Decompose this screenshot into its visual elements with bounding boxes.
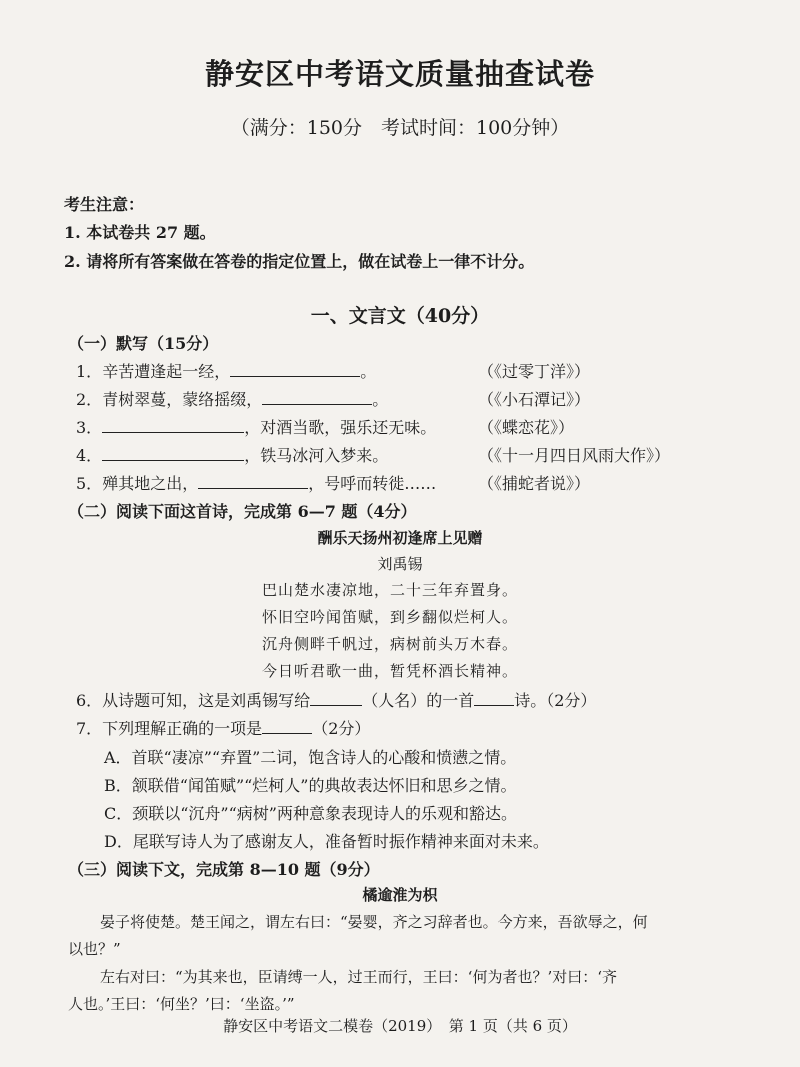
part2-heading: （二）阅读下面这首诗，完成第 6—7 题（4分） [68, 502, 417, 521]
page-footer: 静安区中考语文二模卷（2019） 第 1 页（共 6 页） [223, 1017, 577, 1035]
item-text-after: ，铁马冰河入梦来。 [244, 446, 389, 465]
recitation-item-3 [76, 415, 436, 438]
item-number: 3． [76, 418, 103, 437]
question-text: （2分） [312, 719, 371, 738]
notice-item-1: 1. 本试卷共 27 题。 [64, 223, 216, 242]
poem-line: 沉舟侧畔千帆过，病树前头万木春。 [262, 635, 519, 653]
answer-blank[interactable] [310, 690, 362, 706]
part3-heading: （三）阅读下文，完成第 8—10 题（9分） [68, 860, 380, 879]
question-text: （人名）的一首 [362, 691, 475, 710]
item-number: 4． [76, 446, 103, 465]
passage-title: 橘逾淮为枳 [362, 886, 438, 904]
answer-blank[interactable] [230, 361, 360, 377]
answer-blank[interactable] [102, 417, 244, 433]
answer-blank[interactable] [262, 718, 312, 734]
item-source-2: （《小石潭记》） [478, 390, 591, 409]
question-6 [76, 688, 596, 711]
passage-paragraph-2-line-1: 左右对曰：“为其来也，臣请缚一人，过王而行，王曰：‘何为者也？’对曰：‘齐 [100, 968, 617, 986]
section-heading: 一、文言文（40分） [310, 305, 490, 327]
poem-line: 巴山楚水凄凉地，二十三年弃置身。 [262, 581, 519, 599]
notice-item-2: 2. 请将所有答案做在答卷的指定位置上，做在试卷上一律不计分。 [64, 252, 535, 271]
answer-blank[interactable] [474, 690, 514, 706]
item-source-1: （《过零丁洋》） [478, 362, 591, 381]
passage-paragraph-1-line-2: 以也？” [68, 940, 121, 958]
item-source-4: （《十一月四日风雨大作》） [478, 446, 671, 465]
item-text-after: 。 [360, 362, 377, 381]
item-number: 1． [76, 362, 103, 381]
item-text-before: 青树翠蔓，蒙络摇缀， [102, 390, 263, 409]
poem-line: 今日听君歌一曲，暂凭杯酒长精神。 [262, 662, 519, 680]
question-7 [76, 716, 370, 739]
poem-author: 刘禹锡 [377, 555, 423, 573]
exam-title: 静安区中考语文质量抽查试卷 [204, 57, 595, 91]
recitation-item-5 [76, 471, 436, 494]
item-text-before: 殚其地之出， [102, 474, 199, 493]
item-source-5: （《捕蛇者说》） [478, 474, 591, 493]
item-text-before: 辛苦遭逢起一经， [102, 362, 231, 381]
item-number: 2． [76, 390, 103, 409]
item-text-after: 。 [372, 390, 389, 409]
notice-heading: 考生注意： [64, 195, 145, 214]
answer-blank[interactable] [198, 473, 308, 489]
item-text-after: ，号呼而转徙…… [308, 474, 437, 493]
exam-subtitle: （满分：150分 考试时间：100分钟） [230, 117, 570, 139]
poem-title: 酬乐天扬州初逢席上见赠 [317, 529, 483, 547]
option-b: B．颔联借“闻笛赋”“烂柯人”的典故表达怀旧和思乡之情。 [104, 776, 517, 795]
option-d: D．尾联写诗人为了感谢友人，准备暂时振作精神来面对未来。 [104, 832, 549, 851]
question-text: 7．下列理解正确的一项是 [76, 719, 263, 738]
recitation-item-1 [76, 359, 376, 382]
answer-blank[interactable] [102, 445, 244, 461]
passage-paragraph-1-line-1: 晏子将使楚。楚王闻之，谓左右曰：“晏婴，齐之习辞者也。今方来，吾欲辱之，何 [100, 913, 648, 931]
item-source-3: （《蝶恋花》） [478, 418, 575, 437]
item-text-after: ，对酒当歌，强乐还无味。 [244, 418, 437, 437]
item-number: 5． [76, 474, 103, 493]
recitation-item-4 [76, 443, 388, 466]
part1-heading: （一）默写（15分） [68, 334, 219, 353]
question-text: 6．从诗题可知，这是刘禹锡写给 [76, 691, 311, 710]
poem-line: 怀旧空吟闻笛赋，到乡翻似烂柯人。 [262, 608, 519, 626]
recitation-item-2 [76, 387, 388, 410]
option-c: C．颈联以“沉舟”“病树”两种意象表现诗人的乐观和豁达。 [104, 804, 517, 823]
option-a: A．首联“凄凉”“弃置”二词，饱含诗人的心酸和愤懑之情。 [104, 748, 517, 767]
answer-blank[interactable] [262, 389, 372, 405]
question-text: 诗。（2分） [514, 691, 597, 710]
passage-paragraph-2-line-2: 人也。’王曰：‘何坐？’曰：‘坐盗。’” [68, 995, 295, 1013]
